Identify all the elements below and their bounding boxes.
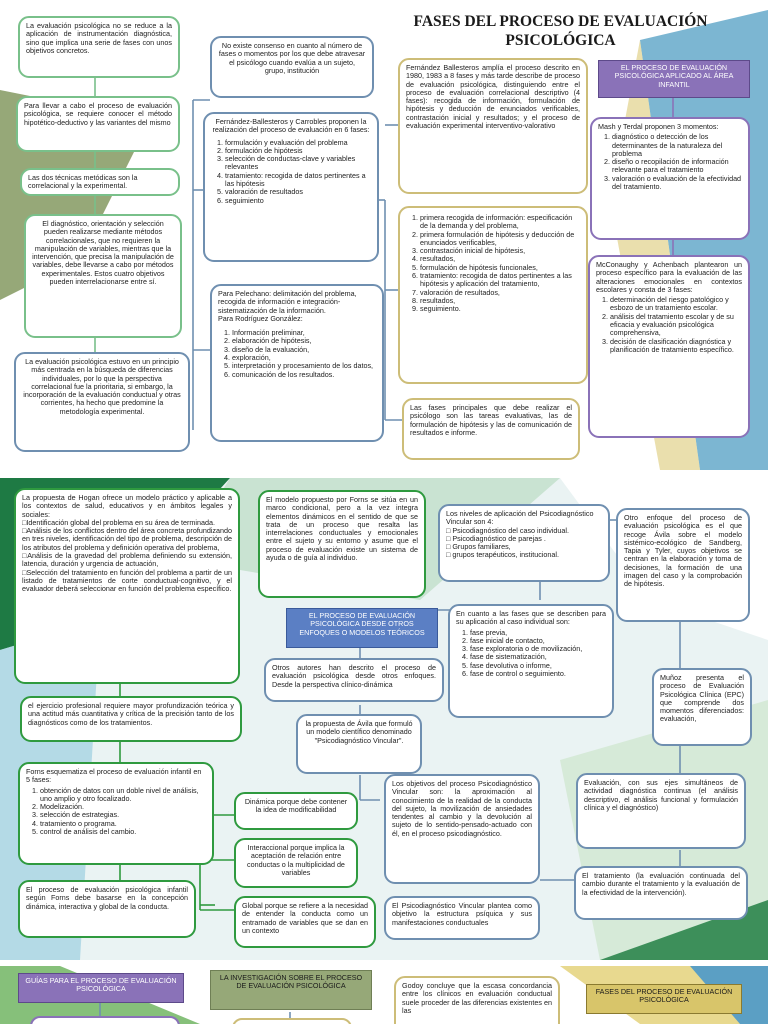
panel-fases (0, 0, 768, 470)
ejercicio-box: el ejercicio profesional requiere mayor profundización teórica y una actitud más cuantitativa y crítica de la precisión tanto de los diagnósticos como de los tratamientos. (20, 696, 242, 742)
nivel-item: □ Psicodiagnóstico de parejas . (446, 533, 546, 543)
fase-item: 6. seguimiento (225, 197, 371, 205)
forns-item: 5. control de análisis del cambio. (40, 828, 206, 836)
otros-autores-box: Otros autores han descrito el proceso de evaluación psicológica desde otros enfoques. Desde la perspectiva clínico-dinámica (264, 658, 444, 702)
fase-item: 2. formulación de hipótesis (225, 147, 371, 155)
individual-item: 2. fase inicial de contacto, (470, 637, 606, 645)
rodriguez-intro: Para Rodríguez González: (218, 313, 303, 323)
fb-carrobles-box (203, 112, 379, 262)
otros-enfoques-header: EL PROCESO DE EVALUACIÓN PSICOLÓGICA DESDE OTROS ENFOQUES O MODELOS TEÓRICOS (286, 608, 438, 648)
nivel-item: □ grupos terapéuticos, institucional. (446, 550, 560, 560)
individual-item: 6. fase de control o seguimiento. (470, 670, 606, 678)
hogan-item: □Selección del tratamiento en función del problema a partir de un listado de tratamientos de corte conductual-cognitivo, y el evaluador deberá seleccionar en función del problema específico. (22, 567, 232, 594)
hogan-item: □Análisis de los conflictos dentro del área concreta profundizando en tres niveles, identificación del tipo de problema, descripción de los atributos del problema y definición operativa del problema, (22, 526, 232, 552)
fb-8-fases-box (398, 206, 588, 384)
global-box: Global porque se refiere a la necesidad de entender la conducta como un entramado de variables que se dan en un contexto (234, 896, 376, 948)
interaccional-box: Interaccional porque implica la aceptación de relación entre conductas o la multiplicidad de variables (234, 838, 358, 888)
forns-item: 4. tratamiento o programa. (40, 820, 206, 828)
page-title: FASES DEL PROCESO DE EVALUACIÓN PSICOLÓGICA (413, 13, 708, 49)
pelechano-box (210, 284, 384, 442)
forns-intro: Forns esquematiza el proceso de evaluación infantil en 5 fases: (26, 767, 202, 785)
panel-guias (0, 966, 768, 1024)
investigacion-header: LA INVESTIGACIÓN SOBRE EL PROCESO DE EVALUACIÓN PSICOLÓGICA (210, 970, 372, 1010)
guias-box-partial (30, 1016, 180, 1024)
forns-model-box: El modelo propuesto por Forns se sitúa en un marco condicional, pero a la vez integra elementos dinámicos en el sentido de que se trata de un proceso que resalta las interrelaciones conductuales y emocionales entre el sujeto y su entorno y asume que el proceso de evaluación existe un sistema de ayuda o de guía al individuo. (258, 490, 426, 598)
diagnostico-box: El diagnóstico, orientación y selección pueden realizarse mediante métodos correlacionales, que no requieren la manipulación de variables, mientras que la intervención, que precisa la manipulación de variables, debe llevarse a cabo por métodos experimentales. Estos cuatro objetivos pueden interrelacionarse entre sí. (24, 214, 182, 338)
hogan-item: □Análisis de la gravedad del problema definiendo su extensión, latencia, duración y urgencia de actuación, (22, 551, 232, 569)
infantil-header: EL PROCESO DE EVALUACIÓN PSICOLÓGICA APLICADO AL ÁREA INFANTIL (598, 60, 750, 98)
forns-item: 3. selección de estrategias. (40, 811, 206, 819)
individual-item: 3. fase exploratoria o de movilización, (470, 645, 606, 653)
rodriguez-item: 4. exploración, (232, 354, 376, 362)
mcconaughy-box (588, 255, 750, 438)
investigacion-box-partial (232, 1018, 352, 1024)
tratamiento-box: El tratamiento (la evaluación continuada del cambio durante el tratamiento y la evaluación de la efectividad de la intervención). (574, 866, 748, 920)
mash-item: 2. diseño o recopilación de información relevante para el tratamiento (612, 158, 742, 175)
fb-fase-item: 4. resultados, (420, 255, 580, 263)
fases-header-small: FASES DEL PROCESO DE EVALUACIÓN PSICOLÓGICA (586, 984, 742, 1014)
diferencias-box: La evaluación psicológica estuvo en un principio más centrada en la búsqueda de diferencias individuales, por lo que la perspectiva correlacional fue la prioritaria, si embargo, la incorporación de la evaluación conductual y otras corrientes, ha hecho que predomine la metodología experimental. (14, 352, 190, 452)
fase-item: 3. selección de conductas-clave y variables relevantes (225, 155, 371, 172)
hogan-intro: La propuesta de Hogan ofrece un modelo práctico y aplicable a los contextos de salud, educativos y en ámbitos legales y sociales: (22, 493, 232, 519)
rodriguez-item: 3. diseño de la evaluación, (232, 346, 376, 354)
individual-intro: En cuanto a las fases que se describen para su aplicación al caso individual son: (456, 609, 606, 627)
fb-fase-item: 1. primera recogida de información: especificación de la demanda y del problema, (420, 214, 580, 231)
pelechano-text: Para Pelechano: delimitación del problema, recogida de información e integración-sistematización de la información. (218, 289, 357, 315)
sandberg-box: Otro enfoque del proceso de evaluación psicológica es el que recoge Ávila sobre el modelo sistémico-ecológico de Sandberg, Tapia y Tyler, cuyos objetivos se centran en la elaboración y toma de decisiones, la formación de una imagen del caso y la comprobación de hipótesis. (616, 508, 750, 622)
fb-fase-item: 9. seguimiento. (420, 305, 580, 313)
rodriguez-item: 1. Información preliminar, (232, 329, 376, 337)
hogan-box (14, 488, 240, 684)
forns-item: 2. Modelización. (40, 803, 206, 811)
fb-fase-item: 5. formulación de hipótesis funcionales, (420, 264, 580, 272)
fb-fase-item: 2. primera formulación de hipótesis y deducción de enunciados verificables, (420, 231, 580, 248)
rodriguez-item: 2. elaboración de hipótesis, (232, 337, 376, 345)
fb-fase-item: 6. tratamiento: recogida de datos pertinentes a las hipótesis y aplicación del tratamiento, (420, 272, 580, 289)
munoz-box: Muñoz presenta el proceso de Evaluación Psicológica Clínica (EPC) que comprende dos momentos diferenciados: evaluación, (652, 668, 752, 746)
niveles-box (438, 504, 610, 582)
forns-item: 1. obtención de datos con un doble nivel de análisis, uno amplio y otro focalizado. (40, 787, 206, 804)
fase-item: 1. formulación y evaluación del problema (225, 139, 371, 147)
fb-fase-item: 8. resultados, (420, 297, 580, 305)
mcconaughy-item: 2. análisis del tratamiento escolar y de su eficacia y evaluación psicológica comprehensiva, (610, 313, 742, 338)
mash-item: 3. valoración o evaluación de la efectividad del tratamiento. (612, 175, 742, 192)
godoy-box: Godoy concluye que la escasa concordancia entre los clínicos en evaluación conductual suele proceder de las diferencias existentes en las (394, 976, 560, 1024)
mash-item: 1. diagnóstico o detección de los determinantes de la naturaleza del problema (612, 133, 742, 158)
nivel-item: □ Psicodiagnóstico del caso individual. (446, 525, 570, 535)
estructura-box: El Psicodiagnóstico Vincular plantea como objetivo la estructura psíquica y sus manifestaciones conductuales (384, 896, 540, 940)
consenso-box: No existe consenso en cuanto al número de fases o momentos por los que debe atravesar el psicólogo cuando evalúa a un sujeto, grupo, institución (210, 36, 374, 98)
individual-item: 1. fase previa, (470, 629, 606, 637)
fb-fase-item: 7. valoración de resultados, (420, 289, 580, 297)
fase-item: 5. valoración de resultados (225, 188, 371, 196)
individual-item: 4. fase de sistematización, (470, 653, 606, 661)
hogan-item: □Identificación global del problema en su área de terminada. (22, 517, 215, 527)
fases-principales-box: Las fases principales que debe realizar el psicólogo son las tareas evaluativas, las de formulación de hipótesis y las de comunicación de resultados e informe. (402, 398, 580, 460)
forns-box (18, 762, 214, 865)
individual-box (448, 604, 614, 718)
mcconaughy-item: 1. determinación del riesgo patológico y esbozo de un tratamiento escolar. (610, 296, 742, 313)
tecnicas-box: Las dos técnicas metódicas son la correlacional y la experimental. (20, 168, 180, 196)
rodriguez-item: 5. interpretación y procesamiento de los datos, (232, 362, 376, 370)
avila-box: la propuesta de Ávila que formuló un modelo científico denominado "Psicodiagnóstico Vincular". (296, 714, 422, 774)
individual-item: 5. fase devolutiva o informe, (470, 662, 606, 670)
rodriguez-item: 6. comunicación de los resultados. (232, 371, 376, 379)
dinamica-box: Dinámica porque debe contener la idea de modificabilidad (234, 792, 358, 830)
mash-intro: Mash y Terdal proponen 3 momentos: (598, 122, 719, 131)
evaluacion-ejes-box: Evaluación, con sus ejes simultáneos de actividad diagnóstica continua (el análisis descriptivo, el análisis funcional y formulación clínica y el diagnóstico) (576, 773, 746, 849)
objetivos-box: Los objetivos del proceso Psicodiagnóstico Vincular son: la aproximación al conocimiento de la realidad de la conducta del sujeto, la movilización de ansiedades tendentes al cambio y la devolución al sujeto de lo sentido-pensado-actuado con él, en el proceso psicodiagnóstico. (384, 774, 540, 884)
nivel-item: □ Grupos familiares, (446, 542, 511, 552)
mcconaughy-intro: McConaughy y Achenbach plantearon un proceso específico para la evaluación de las alteraciones emocionales en contextos escolares y consta de 3 fases: (596, 260, 742, 294)
fb-amplia-box: Fernández Ballesteros amplía el proceso descrito en 1980, 1983 a 8 fases y más tarde describe de proceso de evaluación psicológica, distinguiendo entre el proceso de evaluación correlacional descriptivo (4 fases): recogida de información, formulación de hipótesis y deducción de enunciados verificables, contrastación inicial y resultados; y el proceso de evaluación experimental interventivo-valorativo (398, 58, 588, 194)
fb-fase-item: 3. contrastación inicial de hipótesis, (420, 247, 580, 255)
fb-carrobles-intro: Fernández-Ballesteros y Carrobles proponen la realización del proceso de evaluación en 6 fases: (212, 117, 370, 135)
mcconaughy-item: 3. decisión de clasificación diagnóstica y planificación de tratamiento específico. (610, 338, 742, 355)
panel-modelos (0, 478, 768, 960)
intro-box: La evaluación psicológica no se reduce a la aplicación de instrumentación diagnóstica, sino que implica una serie de fases con unos objetivos concretos. (18, 16, 180, 78)
fase-item: 4. tratamiento: recogida de datos pertinentes a las hipótesis (225, 172, 371, 189)
guias-header: GUÍAS PARA EL PROCESO DE EVALUACIÓN PSICOLÓGICA (18, 973, 184, 1003)
forns-bottom-box: El proceso de evaluación psicológica infantil según Forns debe basarse en la concepción dinámica, interactiva y global de la conducta. (18, 880, 196, 938)
metodo-box: Para llevar a cabo el proceso de evaluación psicológica, se requiere conocer el método hipotético-deductivo y las variantes del mismo (16, 96, 180, 152)
mash-box (590, 117, 750, 240)
niveles-intro: Los niveles de aplicación del Psicodiagnóstico Vincular son 4: (446, 509, 594, 527)
